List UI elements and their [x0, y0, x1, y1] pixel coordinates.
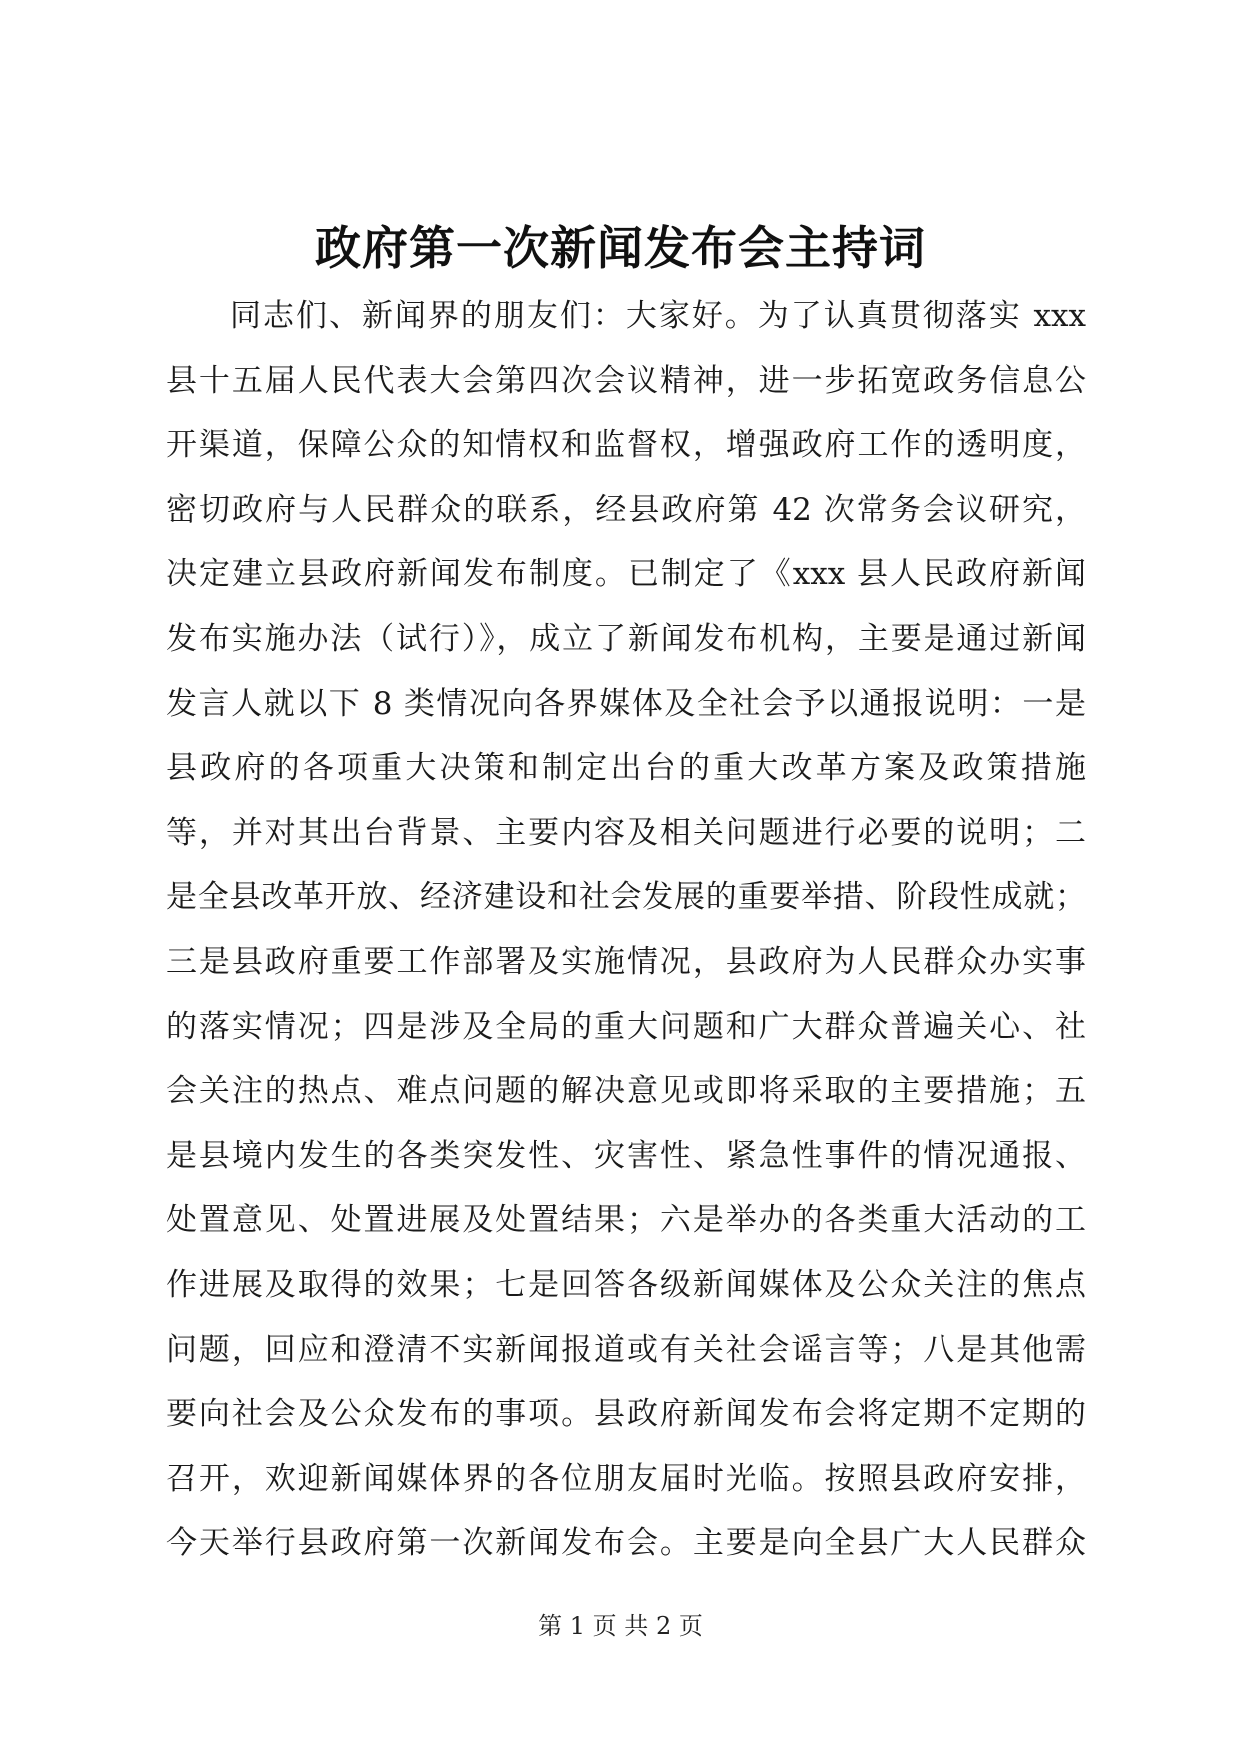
- page-footer: 第 1 页 共 2 页: [538, 1612, 703, 1640]
- text-line: [166, 607, 1086, 672]
- text-line: [166, 284, 1086, 349]
- text-line: [166, 1447, 1086, 1512]
- text-line-content: 是全县改革开放、经济建设和社会发展的重要举措、阶段性成就；: [166, 879, 1086, 916]
- text-line: [166, 1253, 1086, 1318]
- text-line-content: 密切政府与人民群众的联系，经县政府第 42 次常务会议研究，: [166, 491, 1086, 528]
- text-line-content: 同志们、新闻界的朋友们：大家好。为了认真贯彻落实 xxx: [230, 298, 1086, 334]
- text-line: [166, 736, 1086, 801]
- text-line-content: 要向社会及公众发布的事项。县政府新闻发布会将定期不定期的: [166, 1396, 1086, 1433]
- text-line-content: 三是县政府重要工作部署及实施情况，县政府为人民群众办实事: [166, 943, 1086, 980]
- text-line-content: 是县境内发生的各类突发性、灾害性、紧急性事件的情况通报、: [166, 1137, 1086, 1174]
- text-line: [166, 349, 1086, 414]
- text-line: [166, 478, 1086, 543]
- text-line-content: 等，并对其出台背景、主要内容及相关问题进行必要的说明；二: [166, 814, 1086, 851]
- text-line: [166, 672, 1086, 737]
- text-line-content: 召开，欢迎新闻媒体界的各位朋友届时光临。按照县政府安排，: [166, 1460, 1086, 1497]
- text-line: [166, 1318, 1086, 1383]
- text-line-content: 决定建立县政府新闻发布制度。已制定了《xxx 县人民政府新闻: [166, 556, 1086, 593]
- text-line-content: 县十五届人民代表大会第四次会议精神，进一步拓宽政务信息公: [166, 362, 1086, 399]
- text-line: [166, 1059, 1086, 1124]
- text-line: [166, 1511, 1086, 1576]
- text-line: [166, 1188, 1086, 1253]
- text-line: [166, 995, 1086, 1060]
- text-line: [166, 801, 1086, 866]
- body-paragraph: [166, 284, 1086, 1576]
- text-line: [166, 865, 1086, 930]
- text-line-content: 问题，回应和澄清不实新闻报道或有关社会谣言等；八是其他需: [166, 1331, 1086, 1368]
- text-line: [166, 413, 1086, 478]
- text-line: [166, 542, 1086, 607]
- text-line-content: 处置意见、处置进展及处置结果；六是举办的各类重大活动的工: [166, 1202, 1086, 1239]
- text-line: [166, 1382, 1086, 1447]
- text-line-content: 会关注的热点、难点问题的解决意见或即将采取的主要措施；五: [166, 1073, 1086, 1110]
- text-line-content: 今天举行县政府第一次新闻发布会。主要是向全县广大人民群众: [166, 1525, 1086, 1562]
- text-line-content: 县政府的各项重大决策和制定出台的重大改革方案及政策措施: [166, 750, 1086, 787]
- text-line-content: 发言人就以下 8 类情况向各界媒体及全社会予以通报说明：一是: [166, 685, 1086, 722]
- text-line: [166, 930, 1086, 995]
- text-line-content: 的落实情况；四是涉及全局的重大问题和广大群众普遍关心、社: [166, 1008, 1086, 1045]
- text-line: [166, 1124, 1086, 1189]
- text-line-content: 发布实施办法（试行）》，成立了新闻发布机构，主要是通过新闻: [166, 620, 1086, 657]
- text-line-content: 作进展及取得的效果；七是回答各级新闻媒体及公众关注的焦点: [166, 1266, 1086, 1303]
- document-title: 政府第一次新闻发布会主持词: [315, 221, 926, 275]
- text-line-content: 开渠道，保障公众的知情权和监督权，增强政府工作的透明度，: [166, 427, 1086, 464]
